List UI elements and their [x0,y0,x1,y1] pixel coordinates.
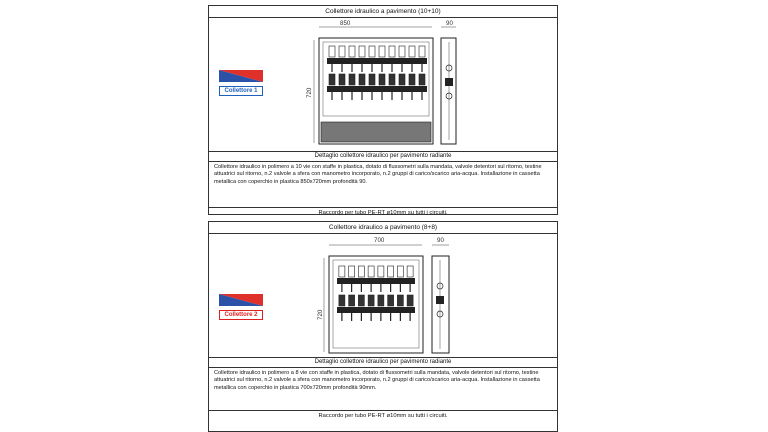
supply-outlet [389,46,395,57]
return-outlet [329,74,335,85]
detail-subheading: Dettaglio collettore idraulico per pavimento radiante [209,151,557,162]
supply-outlet [358,266,364,277]
return-outlet [397,295,403,306]
supply-outlet [369,46,375,57]
return-outlet [399,74,405,85]
return-outlet [419,74,425,85]
description-text: Collettore idraulico in polimero a 8 vie con staffe in plastica, dotato di flussometri sulla mandata, valvole detentori sul ritorno, testine attuatrici sul ritorno, n.2 valvole a sfera con manometro incorporato, n.2 gruppi di carico/scarico aria-acqua. Installazione in cassetta metallica con coperchio in plastica 700x720mm profondità 90mm. [209,368,557,411]
return-outlet [339,74,345,85]
supply-outlet [339,266,345,277]
depth-dimension: 90 [437,237,444,244]
manifold-panel-2 [208,221,558,432]
width-dimension: 850 [340,20,351,27]
pipe-note: Raccordo per tubo PE-RT ø10mm su tutti i circuiti. [318,210,448,216]
return-outlet [379,74,385,85]
height-dimension: 720 [306,87,313,98]
width-dimension: 700 [374,237,385,244]
panel-title: Collettore idraulico a pavimento (10+10) [209,6,557,18]
manifold-drawing-2 [209,234,559,357]
supply-outlet [419,46,425,57]
supply-outlet [379,46,385,57]
pipe-note: Raccordo per tubo PE-RT ø10mm su tutti i circuiti. [318,413,448,419]
return-outlet [407,295,413,306]
supply-outlet [399,46,405,57]
return-outlet [388,295,394,306]
supply-outlet [339,46,345,57]
manifold-panel-1 [208,5,558,215]
return-outlet [358,295,364,306]
supply-outlet [368,266,374,277]
description-text: Collettore idraulico in polimero a 10 vie con staffe in plastica, dotato di flussometri sulla mandata, valvole detentori sul ritorno, testine attuatrici sul ritorno, n.2 valvole a sfera con manometro incorporato, n.2 gruppi di carico/scarico aria-acqua. Installazione in cassetta metallica con coperchio in plastica 850x720mm profondità 90. [209,162,557,208]
supply-outlet [359,46,365,57]
manifold-drawing-1 [209,18,559,151]
supply-outlet [409,46,415,57]
supply-outlet [329,46,335,57]
legend-label: Collettore 2 [219,310,263,320]
supply-outlet [349,266,355,277]
detail-subheading: Dettaglio collettore idraulico per pavimento radiante [209,357,557,368]
return-outlet [349,295,355,306]
supply-outlet [388,266,394,277]
return-outlet [378,295,384,306]
supply-outlet [407,266,413,277]
supply-outlet [349,46,355,57]
document-sheet [208,0,558,432]
return-outlet [409,74,415,85]
supply-outlet [397,266,403,277]
drawing-area [209,18,557,151]
panel-title: Collettore idraulico a pavimento (8+8) [209,222,557,234]
return-outlet [368,295,374,306]
supply-outlet [378,266,384,277]
height-dimension: 720 [317,309,324,320]
return-outlet [339,295,345,306]
depth-dimension: 90 [446,20,453,27]
return-outlet [369,74,375,85]
drawing-area [209,234,557,357]
legend-label: Collettore 1 [219,86,263,96]
return-outlet [359,74,365,85]
return-outlet [349,74,355,85]
return-outlet [389,74,395,85]
